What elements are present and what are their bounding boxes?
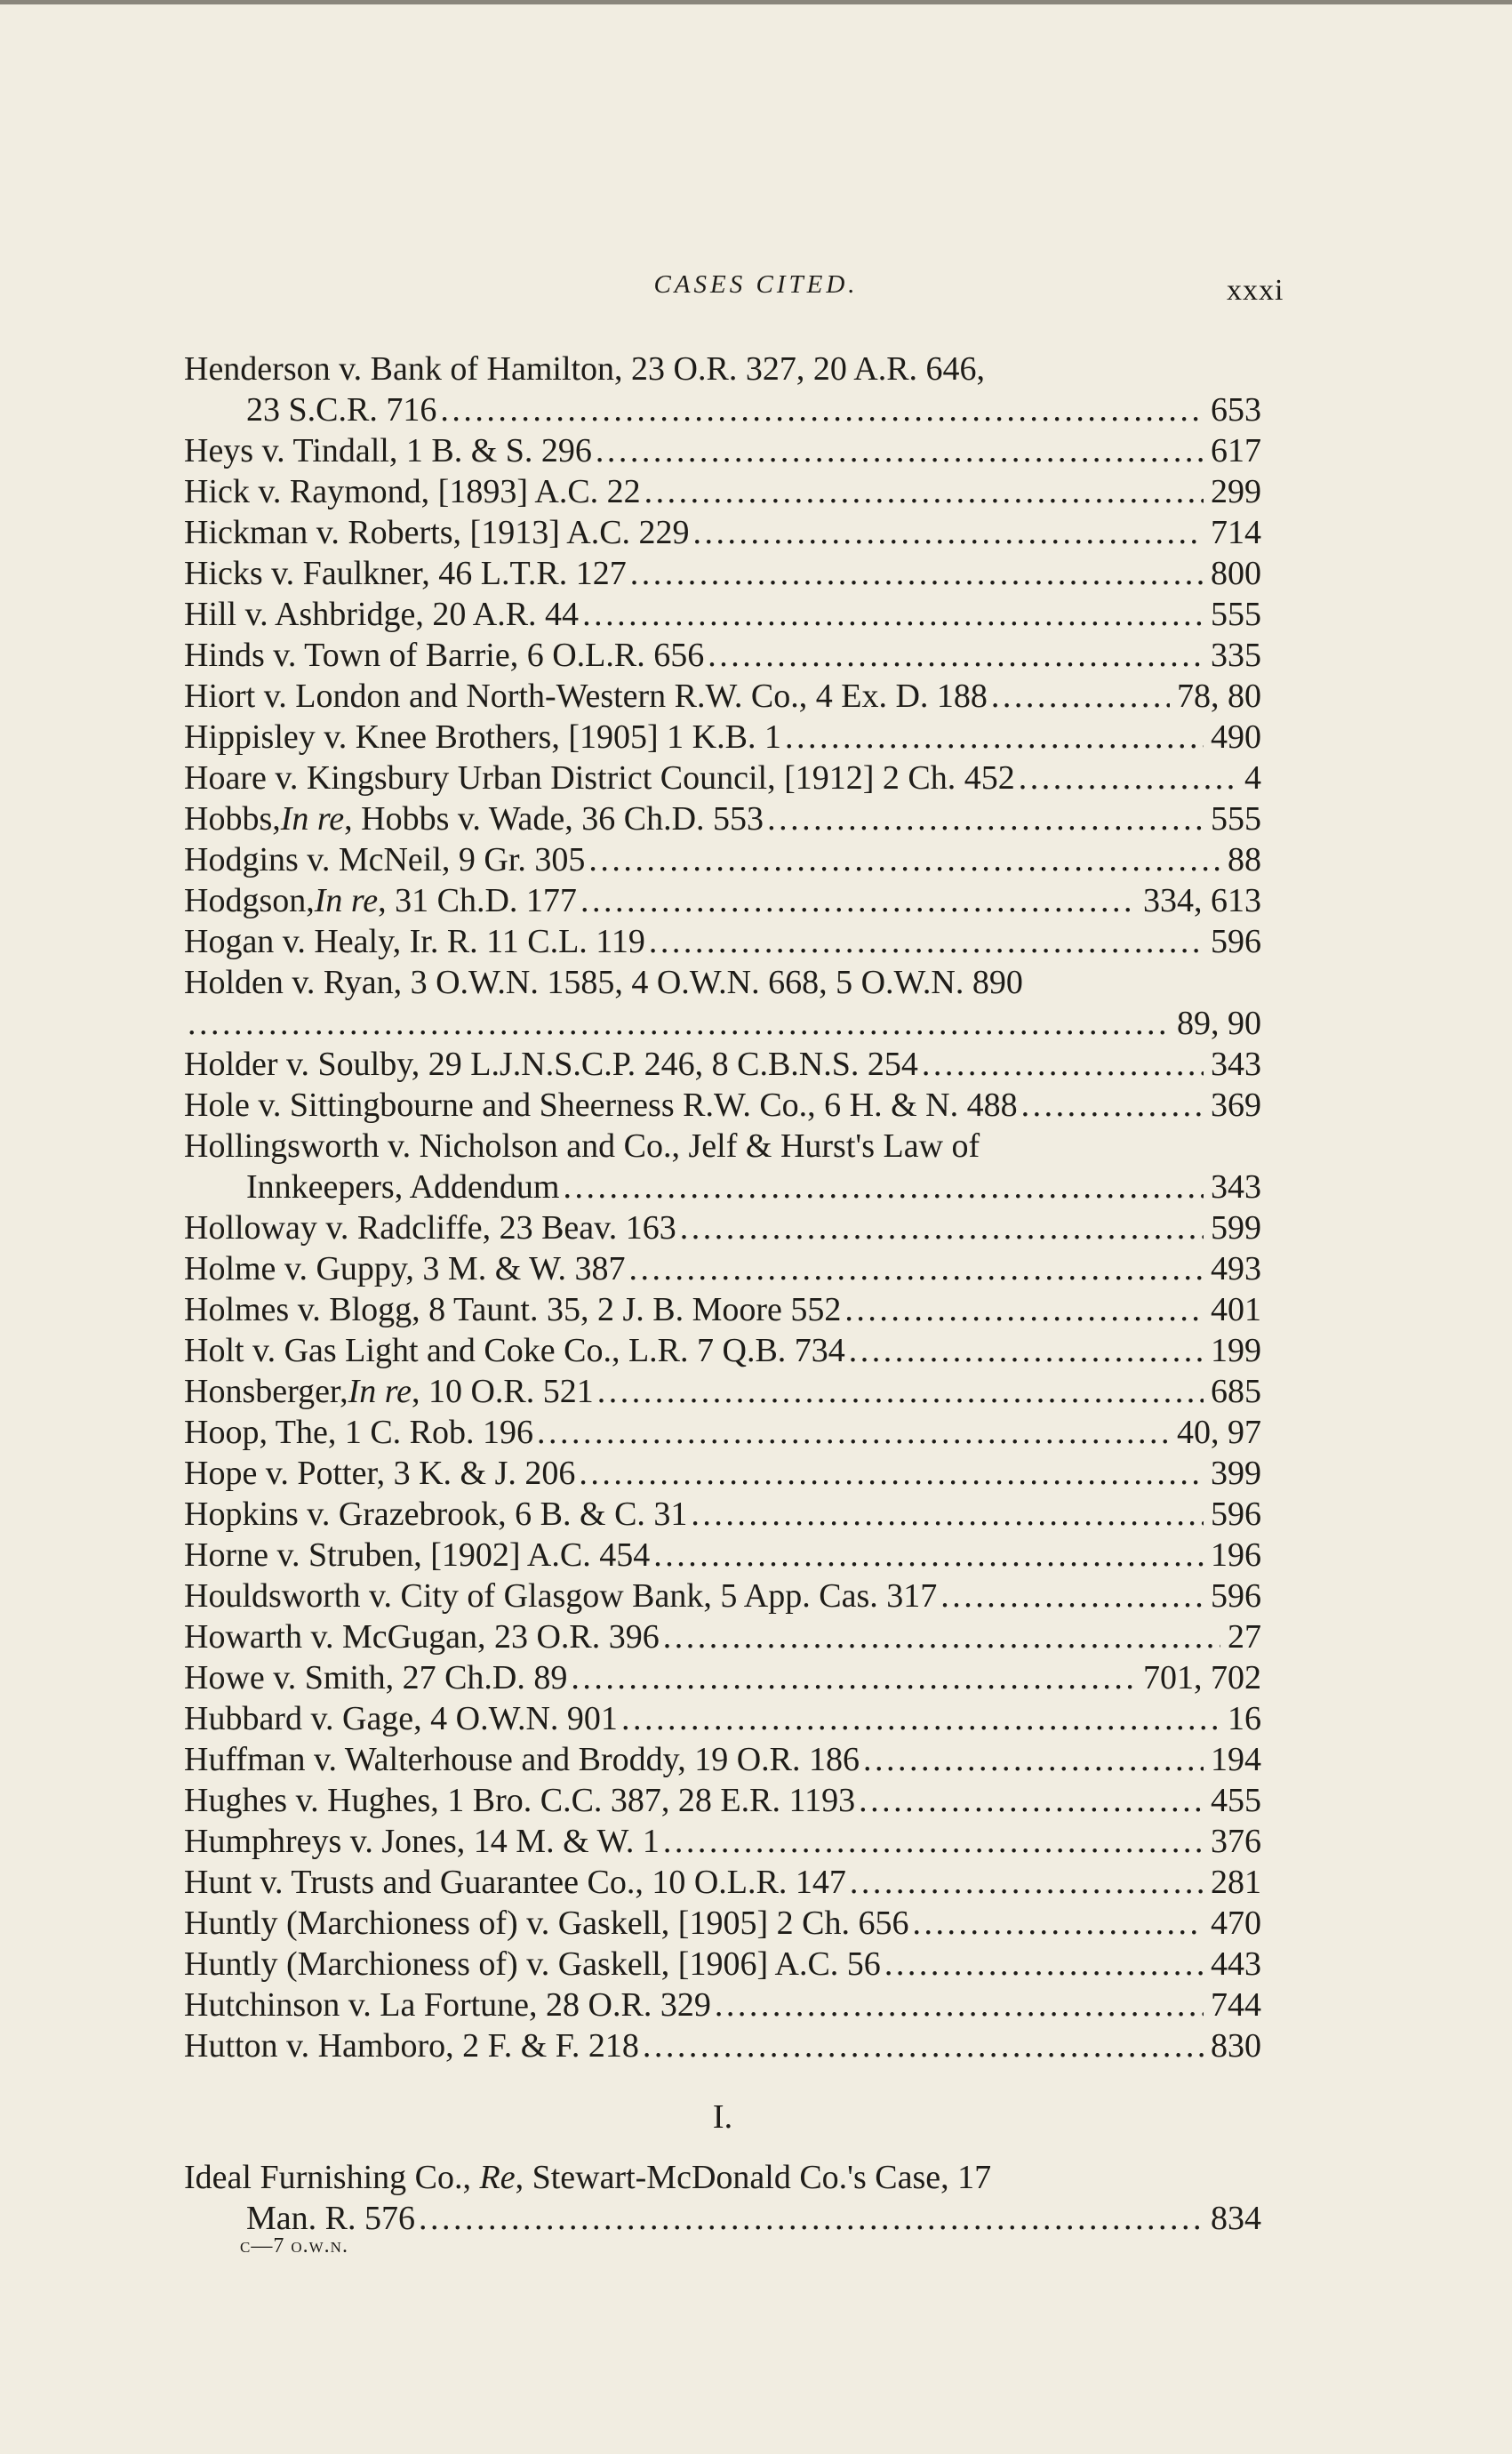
dot-leader [850,1862,1204,1903]
dot-leader [653,1535,1204,1576]
entry-line [184,1453,1261,1494]
case-name: Honsberger, [184,1373,348,1410]
page-reference: 493 [1211,1250,1261,1287]
dot-leader [644,471,1204,512]
entry-line [184,430,1261,471]
entry-line [184,594,1261,635]
case-citation: Holloway v. Radcliffe, 23 Beav. 163 [184,1209,676,1247]
entry-line [184,1739,1261,1780]
entry-line [184,1248,1261,1289]
dot-leader [991,676,1170,717]
case-entry [184,1289,1261,1330]
case-entry [184,1780,1261,1821]
case-citation: Man. R. 576 [246,2200,415,2237]
case-entry [184,758,1261,798]
case-citation: Horne v. Struben, [1902] A.C. 454 [184,1536,651,1574]
entry-line [184,1944,1261,1985]
page-reference: 599 [1211,1209,1261,1247]
page-reference: 369 [1211,1087,1261,1124]
dot-leader [849,1330,1204,1371]
dot-leader [649,921,1204,962]
case-name: , Stewart-McDonald Co.'s Case, 17 [515,2159,992,2196]
case-entry [184,594,1261,635]
page-reference: 555 [1211,800,1261,838]
dot-leader [440,389,1204,430]
dot-leader [912,1903,1204,1944]
dot-leader [1019,758,1237,798]
dot-leader [940,1576,1204,1616]
case-citation: Hope v. Potter, 3 K. & J. 206 [184,1455,576,1492]
page-reference: 281 [1211,1864,1261,1901]
entry-first-line: Holden v. Ryan, 3 O.W.N. 1585, 4 O.W.N. 668, 5 O.W.N. 890 [184,964,1023,1001]
entry-line [184,1412,1261,1453]
page-reference: 335 [1211,637,1261,674]
entry-line [184,717,1261,758]
case-citation: , 10 O.R. 521 [411,1373,594,1410]
entry-line [184,758,1261,798]
entry-line [184,389,1261,430]
entry-line [184,1167,1261,1207]
case-entry [184,1985,1261,2025]
entry-line [184,1698,1261,1739]
case-entry [184,717,1261,758]
section-heading: I. [712,2098,733,2136]
case-entry [184,798,1261,839]
case-entry [184,1944,1261,1985]
page-reference: 685 [1211,1373,1261,1410]
case-citation: Howe v. Smith, 27 Ch.D. 89 [184,1659,568,1696]
page-reference: 834 [1211,2200,1261,2237]
entry-line [184,1821,1261,1862]
dot-leader [188,1003,1170,1044]
case-citation: Hinds v. Town of Barrie, 6 O.L.R. 656 [184,637,705,674]
dot-leader [643,2025,1204,2066]
dot-leader [588,839,1220,880]
page-reference: 596 [1211,1577,1261,1615]
dot-leader [628,1248,1204,1289]
page-reference: 443 [1211,1945,1261,1983]
case-entry [184,1248,1261,1289]
entry-line [184,1903,1261,1944]
case-entry [184,1576,1261,1616]
case-citation: Hodgins v. McNeil, 9 Gr. 305 [184,841,586,878]
dot-leader [922,1044,1204,1085]
case-citation: Holme v. Guppy, 3 M. & W. 387 [184,1250,626,1287]
case-citation: , 31 Ch.D. 177 [378,882,577,919]
case-citation: Howarth v. McGugan, 23 O.R. 396 [184,1618,660,1656]
case-entry [184,962,1261,1044]
page-reference: 199 [1211,1332,1261,1369]
page-reference: 701, 702 [1143,1659,1261,1696]
case-citation: Hughes v. Hughes, 1 Bro. C.C. 387, 28 E.R. 1193 [184,1782,856,1819]
page-reference: 78, 80 [1177,678,1261,715]
entry-line [184,1576,1261,1616]
case-name-italic: Re [479,2159,516,2196]
page-reference: 399 [1211,1455,1261,1492]
dot-leader [863,1739,1204,1780]
dot-leader [419,2198,1204,2239]
dot-leader [579,1453,1204,1494]
case-citation: 23 S.C.R. 716 [246,391,437,429]
dot-leader [884,1944,1204,1985]
case-citation: Hubbard v. Gage, 4 O.W.N. 901 [184,1700,618,1737]
dot-leader [537,1412,1170,1453]
case-entry [184,1698,1261,1739]
page-reference: 401 [1211,1291,1261,1328]
page-reference: 343 [1211,1168,1261,1206]
dot-leader [715,1985,1204,2025]
entry-line [184,471,1261,512]
entry-line [184,1044,1261,1085]
page-reference: 196 [1211,1536,1261,1574]
case-citation: Hunt v. Trusts and Guarantee Co., 10 O.L.R. 147 [184,1864,846,1901]
case-citation: Hill v. Ashbridge, 20 A.R. 44 [184,596,580,633]
entry-line [184,2025,1261,2066]
entry-line [184,2198,1261,2239]
dot-leader [663,1616,1220,1657]
entry-line [184,921,1261,962]
case-citation: Hutton v. Hamboro, 2 F. & F. 218 [184,2027,639,2065]
entry-line [184,839,1261,880]
entry-line [184,1862,1261,1903]
page-reference: 830 [1211,2027,1261,2065]
dot-leader [597,1371,1204,1412]
page-reference: 334, 613 [1143,882,1261,919]
page-reference: 27 [1228,1618,1261,1656]
page-reference: 343 [1211,1046,1261,1083]
case-citation: Hopkins v. Grazebrook, 6 B. & C. 31 [184,1496,688,1533]
page-reference: 714 [1211,514,1261,551]
page-top-edge [0,0,1512,4]
page-reference: 88 [1228,841,1261,878]
page-reference: 555 [1211,596,1261,633]
entry-line [184,1085,1261,1126]
case-entry [184,1494,1261,1535]
case-entry [184,1044,1261,1085]
case-entry [184,1739,1261,1780]
dot-leader [621,1698,1220,1739]
case-citation: Hogan v. Healy, Ir. R. 11 C.L. 119 [184,923,645,960]
case-entry [184,1207,1261,1248]
case-citation: Holmes v. Blogg, 8 Taunt. 35, 2 J. B. Moore 552 [184,1291,842,1328]
page-header [0,267,1512,311]
case-citation: Hippisley v. Knee Brothers, [1905] 1 K.B. 1 [184,718,781,756]
case-name: Hodgson, [184,882,315,919]
entry-line [184,1535,1261,1576]
page-reference: 16 [1228,1700,1261,1737]
case-citation: , Hobbs v. Wade, 36 Ch.D. 553 [344,800,764,838]
page-reference: 194 [1211,1741,1261,1778]
case-citation: Holt v. Gas Light and Coke Co., L.R. 7 Q.B. 734 [184,1332,845,1369]
entry-line [184,880,1261,921]
page-reference: 800 [1211,555,1261,592]
page-reference: 470 [1211,1905,1261,1942]
case-citation: Huntly (Marchioness of) v. Gaskell, [1905] 2 Ch. 656 [184,1905,909,1942]
case-citation: Hiort v. London and North-Western R.W. Co., 4 Ex. D. 188 [184,678,988,715]
dot-leader [859,1780,1204,1821]
case-entry [184,1412,1261,1453]
dot-leader [596,430,1204,471]
running-head: CASES CITED. [653,270,859,299]
case-citation: Hicks v. Faulkner, 46 L.T.R. 127 [184,555,627,592]
entry-line [184,1985,1261,2025]
case-entry [184,471,1261,512]
entry-first-line [184,2157,1261,2198]
dot-leader [767,798,1204,839]
case-name-italic: In re [280,800,345,838]
page-reference: 299 [1211,473,1261,510]
case-entry [184,1616,1261,1657]
dot-leader [663,1821,1204,1862]
page-reference: 455 [1211,1782,1261,1819]
case-entry [184,349,1261,430]
page-reference: 4 [1244,759,1261,797]
page-reference: 490 [1211,718,1261,756]
dot-leader [844,1289,1204,1330]
dot-leader [1021,1085,1204,1126]
page-reference: 89, 90 [1177,1005,1261,1042]
signature-mark: c—7 o.w.n. [240,2234,348,2258]
case-citation: Hutchinson v. La Fortune, 28 O.R. 329 [184,1986,711,2024]
case-citation: Hoop, The, 1 C. Rob. 196 [184,1414,534,1451]
page-reference: 617 [1211,432,1261,469]
dot-leader [693,512,1204,553]
dot-leader [785,717,1204,758]
dot-leader [680,1207,1204,1248]
case-citation: Houldsworth v. City of Glasgow Bank, 5 App. Cas. 317 [184,1577,938,1615]
case-entry [184,880,1261,921]
case-citation: Heys v. Tindall, 1 B. & S. 296 [184,432,592,469]
page-number: xxxi [1227,274,1284,307]
case-entry [184,1126,1261,1207]
case-entry [184,635,1261,676]
case-entry [184,553,1261,594]
entry-line [184,1207,1261,1248]
case-entry [184,921,1261,962]
case-entry [184,1330,1261,1371]
case-name-italic: In re [314,882,379,919]
entry-line [184,635,1261,676]
dot-leader [571,1657,1136,1698]
entry-line [184,1657,1261,1698]
case-citation: Holder v. Soulby, 29 L.J.N.S.C.P. 246, 8 C.B.N.S. 254 [184,1046,918,1083]
case-entry [184,430,1261,471]
page-reference: 40, 97 [1177,1414,1261,1451]
case-citation: Humphreys v. Jones, 14 M. & W. 1 [184,1823,660,1860]
case-name-italic: In re [348,1373,412,1410]
case-name: Hobbs, [184,800,281,838]
dot-leader [691,1494,1204,1535]
case-entry [184,2025,1261,2066]
dot-leader [563,1167,1204,1207]
case-entry [184,2157,1261,2239]
entry-line [184,553,1261,594]
case-citation: Hole v. Sittingbourne and Sheerness R.W. Co., 6 H. & N. 488 [184,1087,1018,1124]
case-name: Ideal Furnishing Co., [184,2159,480,2196]
entry-first-line: Hollingsworth v. Nicholson and Co., Jelf & Hurst's Law of [184,1127,980,1165]
entry-line [184,798,1261,839]
case-entry [184,1085,1261,1126]
entry-line [184,1003,1261,1044]
entry-line [184,1494,1261,1535]
page-reference: 596 [1211,1496,1261,1533]
dot-leader [582,594,1204,635]
case-entry [184,839,1261,880]
case-citation: Huntly (Marchioness of) v. Gaskell, [1906] A.C. 56 [184,1945,881,1983]
page-reference: 596 [1211,923,1261,960]
entry-line [184,1616,1261,1657]
case-citation: Hick v. Raymond, [1893] A.C. 22 [184,473,641,510]
entry-line [184,1371,1261,1412]
entry-line [184,1289,1261,1330]
entry-line [184,1330,1261,1371]
dot-leader [580,880,1136,921]
page-reference: 744 [1211,1986,1261,2024]
case-entry [184,512,1261,553]
case-citation: Hoare v. Kingsbury Urban District Council, [1912] 2 Ch. 452 [184,759,1015,797]
page-reference: 653 [1211,391,1261,429]
entry-line [184,1780,1261,1821]
dot-leader [708,635,1204,676]
case-entry [184,1535,1261,1576]
dot-leader [630,553,1204,594]
entry-first-line: Henderson v. Bank of Hamilton, 23 O.R. 327, 20 A.R. 646, [184,350,986,388]
case-citation: Hickman v. Roberts, [1913] A.C. 229 [184,514,690,551]
cases-list [184,349,1261,2239]
case-entry [184,1371,1261,1412]
entry-line [184,512,1261,553]
entry-line [184,676,1261,717]
case-citation: Huffman v. Walterhouse and Broddy, 19 O.R. 186 [184,1741,860,1778]
page-reference: 376 [1211,1823,1261,1860]
case-entry [184,1657,1261,1698]
case-entry [184,676,1261,717]
case-entry [184,1862,1261,1903]
case-entry [184,1821,1261,1862]
case-entry [184,1903,1261,1944]
case-citation: Innkeepers, Addendum [246,1168,560,1206]
case-entry [184,1453,1261,1494]
